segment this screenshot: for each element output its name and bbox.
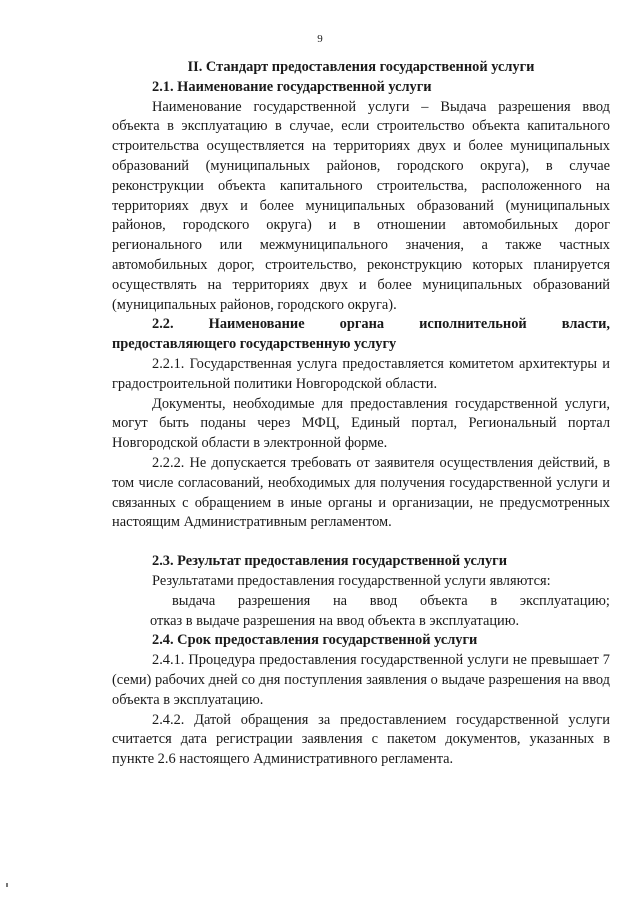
document-body — [112, 58, 610, 770]
heading-2-1: 2.1. Наименование государственной услуги — [152, 78, 432, 95]
paragraph-2-3-intro: Результатами предоставления государственной услуги являются: — [152, 572, 551, 589]
result-item-word: разрешения — [237, 592, 311, 609]
heading-2-2-word: органа — [339, 316, 385, 333]
page-number: 9 — [317, 33, 323, 45]
result-item-issue — [112, 592, 610, 612]
result-item-word: на — [332, 592, 348, 609]
section-title: II. Стандарт предоставления государственной услуги — [187, 59, 535, 75]
paragraph-2-2-1: 2.2.1. Государственная услуга предоставляется комитетом архитектуры и градостроительной политики Новгородской области. — [112, 355, 610, 392]
blank-line — [112, 533, 610, 552]
result-item-word: эксплуатацию; — [519, 592, 610, 609]
paragraph-documents: Документы, необходимые для предоставления государственной услуги, могут быть поданы через МФЦ, Единый портал, Региональный портал Новгородской области в электронной форме. — [112, 395, 610, 452]
heading-2-4: 2.4. Срок предоставления государственной услуги — [152, 632, 478, 649]
paragraph-2-1: Наименование государственной услуги – Выдача разрешения ввод объекта в эксплуатацию в случае, если строительство объекта капитального строительства осуществляется на территориях двух и более муниципальных образований (муниципальных районов, городского округа), в случае реконструкции объекта капитального строительства, расположенного на территориях двух и более муниципальных образований (муниципальных районов, городского округа) и в отношении автомобильных дорог регионального или межмуниципального значения, а также частных автомобильных дорог, строительство, реконструкцию которых планируется осуществлять на территориях двух и более муниципальных образований (муниципальных районов, городского округа). — [112, 98, 610, 313]
heading-2-2-word: власти, — [561, 316, 610, 333]
paragraph-2-4-2: 2.4.2. Датой обращения за предоставлением государственной услуги считается дата регистрации заявления с пакетом документов, указанных в пункте 2.6 настоящего Административного регламента. — [112, 711, 610, 768]
heading-2-2-line2: предоставляющего государственную услугу — [112, 336, 397, 353]
result-item-word: ввод — [369, 592, 398, 609]
heading-2-2-word: Наименование — [208, 316, 305, 333]
scan-mark — [6, 883, 8, 887]
result-item-word: в — [490, 592, 498, 609]
heading-2-2-number: 2.2. — [152, 316, 174, 333]
result-item-word: выдача — [172, 592, 216, 609]
result-item-word: объекта — [420, 592, 468, 609]
result-item-refusal: отказ в выдаче разрешения на ввод объекта в эксплуатацию. — [150, 612, 520, 629]
paragraph-2-4-1: 2.4.1. Процедура предоставления государственной услуги не превышает 7 (семи) рабочих дней со дня поступления заявления о выдаче разрешения на ввод объекта в эксплуатацию. — [112, 652, 610, 708]
heading-2-3: 2.3. Результат предоставления государственной услуги — [152, 553, 508, 570]
paragraph-2-2-2: 2.2.2. Не допускается требовать от заявителя осуществления действий, в том числе согласований, необходимых для получения государственной услуги и связанных с обращением в иные органы и организации, не предусмотренных настоящим Административным регламентом. — [112, 454, 610, 531]
heading-2-2 — [112, 315, 610, 335]
heading-2-2-word: исполнительной — [419, 316, 527, 333]
